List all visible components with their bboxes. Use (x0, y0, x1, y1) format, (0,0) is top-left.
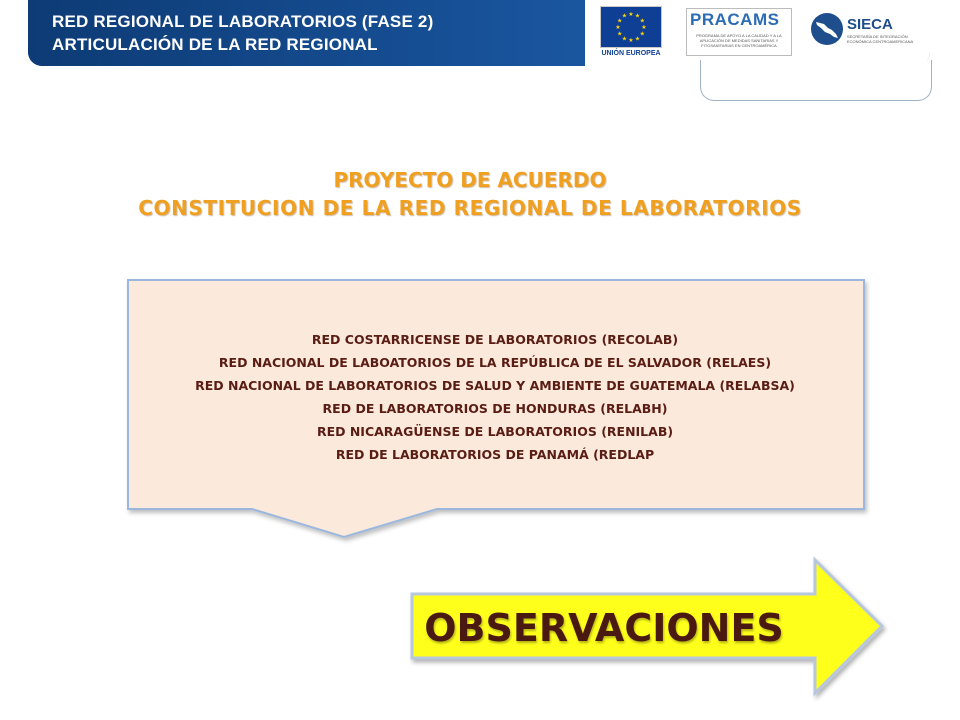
network-item: RED NACIONAL DE LABORATORIOS DE SALUD Y AMBIENTE DE GUATEMALA (RELABSA) (195, 378, 795, 393)
eu-star-icon: ★ (639, 30, 645, 38)
eu-star-icon: ★ (639, 17, 645, 25)
network-item: RED NACIONAL DE LABOATORIOS DE LA REPÚBLICA DE EL SALVADOR (RELAES) (218, 355, 772, 370)
sieca-logo-name: SIECA (847, 16, 893, 33)
eu-logo-caption: UNIÓN EUROPEA (601, 50, 661, 57)
network-item: RED DE LABORATORIOS DE PANAMÁ (REDLAP (335, 447, 655, 462)
eu-star-icon: ★ (615, 24, 621, 31)
eu-star-icon: ★ (628, 37, 634, 44)
network-item: RED COSTARRICENSE DE LABORATORIOS (RECOLAB) (311, 332, 679, 347)
eu-star-icon: ★ (641, 24, 647, 31)
observaciones-button[interactable]: OBSERVACIONES (424, 606, 784, 650)
eu-star-icon: ★ (617, 30, 623, 38)
pracams-logo-name: PRACAMS (690, 10, 780, 29)
network-item: RED DE LABORATORIOS DE HONDURAS (RELABH) (322, 401, 668, 416)
eu-star-icon: ★ (621, 35, 628, 43)
eu-star-icon: ★ (628, 11, 634, 18)
eu-star-icon: ★ (634, 35, 641, 43)
eu-star-icon: ★ (621, 12, 628, 20)
pracams-logo-caption: PROGRAMA DE APOYO A LA CALIDAD Y A LA APLICACIÓN DE MEDIDAS SANITARIAS Y FITOSANITARIAS EN CENTROAMÉRICA (696, 33, 782, 48)
agreement-subheading: CONSTITUCION DE LA RED REGIONAL DE LABORATORIOS (138, 196, 802, 220)
agreement-heading: PROYECTO DE ACUERDO (333, 168, 607, 192)
eu-star-icon: ★ (617, 17, 623, 25)
sieca-logo-caption: SECRETARÍA DE INTEGRACIÓN ECONÓMICA CENTROAMERICANA (847, 34, 914, 44)
network-item: RED NICARAGÜENSE DE LABORATORIOS (RENILAB) (316, 424, 674, 439)
header-title-line-2: ARTICULACIÓN DE LA RED REGIONAL (52, 35, 378, 54)
header-title-line-1: RED REGIONAL DE LABORATORIOS (FASE 2) (52, 12, 434, 31)
eu-star-icon: ★ (634, 12, 641, 20)
